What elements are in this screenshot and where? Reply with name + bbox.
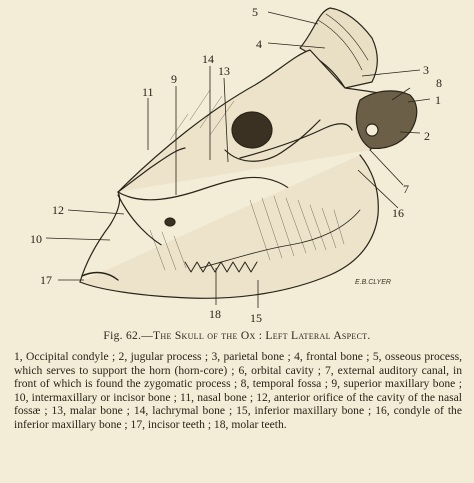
label-3: 3 [423,63,429,77]
orbital-cavity [232,112,272,148]
figure-number: Fig. 62. [103,330,142,342]
label-14: 14 [202,52,214,66]
label-11: 11 [142,85,154,99]
label-16: 16 [392,206,404,220]
figure-caption [0,330,474,342]
label-15: 15 [250,311,262,325]
label-7: 7 [403,182,409,196]
occipital-region [356,91,416,149]
mandible [80,155,378,298]
label-4: 4 [256,37,262,51]
label-9: 9 [171,72,177,86]
label-8: 8 [436,76,442,90]
figure-title: —The Skull of the Ox : Left Lateral Aspect. [141,330,371,342]
label-18: 18 [209,307,221,321]
label-5: 5 [252,5,258,19]
label-12: 12 [52,203,64,217]
label-13: 13 [218,64,230,78]
artist-signature: E.B.CLYER [355,279,391,286]
figure-legend: 1, Occipital condyle ; 2, jugular process ; 3, parietal bone ; 4, frontal bone ; 5, osseous process, which serves to support the horn (horn-core) ; 6, orbital cavity ; 7, external auditory canal, in front of which is found the zygomatic process ; 8, temporal fossa ; 9, superior maxillary bone ; 10, intermaxillary or incisor bone ; 11, nasal bone ; 12, anterior orifice of the cavity of the nasal fossæ ; 13, malar bone ; 14, lachrymal bone ; 15, inferior maxillary bone ; 16, condyle of the inferior maxillary bone ; 17, incisor teeth ; 18, molar teeth. [14,350,462,431]
label-17: 17 [40,273,52,287]
label-1: 1 [435,93,441,107]
label-10: 10 [30,232,42,246]
label-2: 2 [424,129,430,143]
